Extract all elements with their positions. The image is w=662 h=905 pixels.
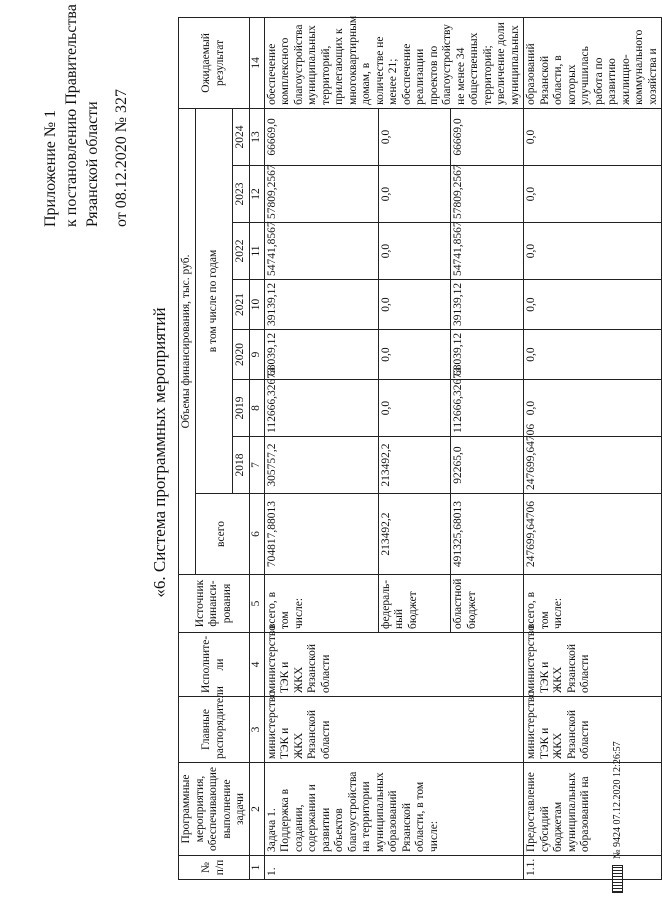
value-2024: 0,0 (378, 108, 451, 165)
value-2019: 0,0 (378, 380, 451, 437)
value-2018: 247699,64706 (524, 437, 662, 494)
header-line-4: от 08.12.2020 № 327 (113, 88, 130, 227)
value-2020: 68039,12 (451, 330, 524, 380)
row-source: областной бюджет (451, 575, 524, 633)
column-number: 5 (249, 575, 264, 633)
column-number: 3 (249, 697, 264, 763)
header-measures: Программные мероприятия, обеспечивающие выполнение задачи (179, 763, 250, 856)
header-executors: Исполните-ли (179, 633, 250, 697)
value-2019: 0,0 (524, 380, 662, 437)
header-year: 2018 (233, 437, 250, 494)
value-2018: 213492,2 (378, 437, 451, 494)
column-number: 9 (249, 330, 264, 380)
value-2024: 66669,0 (451, 108, 524, 165)
value-2020: 0,0 (524, 330, 662, 380)
value-2022: 0,0 (378, 223, 451, 280)
barcode-icon (612, 865, 623, 893)
value-2021: 0,0 (378, 280, 451, 330)
column-number: 7 (249, 437, 264, 494)
header-result: Ожидаемый результат (179, 17, 250, 108)
value-2022: 54741,8567 (451, 223, 524, 280)
header-line-1: Приложение № 1 (42, 109, 59, 227)
row-measure: Предоставление субсидий бюджетам муниципальных образований на (524, 763, 662, 856)
value-2023: 0,0 (378, 166, 451, 223)
header-incl-years: в том числе по годам (195, 108, 233, 493)
row-manager: министерство ТЭК и ЖКХ Рязанской области (524, 697, 662, 763)
value-total: 213492,2 (378, 494, 451, 575)
value-2023: 0,0 (524, 166, 662, 223)
column-number: 1 (249, 856, 264, 880)
row-source: федераль-ный бюджет (378, 575, 451, 633)
header-year: 2020 (233, 330, 250, 380)
row-measure: Задача 1. Поддержка в создании, содержании и развитии объектов благоустройства на территории муниципальных образований Рязанской области, в том числе: (264, 763, 524, 856)
column-number: 11 (249, 223, 264, 280)
row-executor: министерство ТЭК и ЖКХ Рязанской области (524, 633, 662, 697)
column-number: 12 (249, 166, 264, 223)
header-line-2: к постановлению Правительства (63, 4, 80, 227)
value-2023: 57809,2567 (451, 166, 524, 223)
header-num: № п/п (179, 856, 250, 880)
value-2022: 0,0 (524, 223, 662, 280)
value-total: 247699,64706 (524, 494, 662, 575)
table-row (264, 17, 378, 879)
registration-stamp (612, 741, 623, 893)
value-total: 491325,68013 (451, 494, 524, 575)
column-number: 8 (249, 380, 264, 437)
appendix-header (40, 4, 132, 227)
column-number: 4 (249, 633, 264, 697)
column-number: 6 (249, 494, 264, 575)
table-row (524, 17, 662, 879)
header-total: всего (195, 494, 249, 575)
header-year: 2024 (233, 108, 250, 165)
row-source: всего, в том числе: (264, 575, 378, 633)
header-year: 2023 (233, 166, 250, 223)
row-manager: министерство ТЭК и ЖКХ Рязанской области (264, 697, 524, 763)
header-year: 2022 (233, 223, 250, 280)
header-funding: Объемы финансирования, тыс. руб. (179, 108, 196, 574)
column-number: 10 (249, 280, 264, 330)
column-number: 13 (249, 108, 264, 165)
header-source: Источник финанси-рования (179, 575, 250, 633)
value-total: 704817,88013 (264, 494, 378, 575)
value-2023: 57809,2567 (264, 166, 378, 223)
stamp-text: № 9424 07.12.2020 12:26:57 (612, 741, 623, 859)
header-year: 2019 (233, 380, 250, 437)
program-measures-table (178, 17, 662, 880)
header-year: 2021 (233, 280, 250, 330)
section-title: «6. Система программных мероприятий (150, 307, 169, 598)
value-2019: 112666,32673 (264, 380, 378, 437)
row-number: 1. (264, 856, 524, 880)
value-2019: 112666,32673 (451, 380, 524, 437)
value-2022: 54741,8567 (264, 223, 378, 280)
row-executor: министерство ТЭК и ЖКХ Рязанской области (264, 633, 524, 697)
row-result: обеспечение комплексного благоустройства муниципальных территорий, прилегающих к многоквартирным домам, в количестве не менее 21; обеспечение реализации проектов по благоустройству не менее 34 общественных территорий; увеличение доли муниципальных (264, 17, 524, 108)
value-2020: 68039,12 (264, 330, 378, 380)
value-2024: 66669,0 (264, 108, 378, 165)
row-source: всего, в том числе: (524, 575, 662, 633)
value-2021: 39139,12 (264, 280, 378, 330)
header-managers: Главные распорядители (179, 697, 250, 763)
row-result: образований Рязанской области, в которых улучшилась работа по развитию жилищно-коммунального хозяйства и (524, 17, 662, 108)
column-number: 2 (249, 763, 264, 856)
column-numbers-row (249, 17, 264, 879)
column-number: 14 (249, 17, 264, 108)
value-2024: 0,0 (524, 108, 662, 165)
header-line-3: Рязанской области (84, 101, 101, 227)
value-2018: 305757,2 (264, 437, 378, 494)
value-2018: 92265,0 (451, 437, 524, 494)
value-2020: 0,0 (378, 330, 451, 380)
value-2021: 0,0 (524, 280, 662, 330)
value-2021: 39139,12 (451, 280, 524, 330)
row-number: 1.1. (524, 856, 662, 880)
